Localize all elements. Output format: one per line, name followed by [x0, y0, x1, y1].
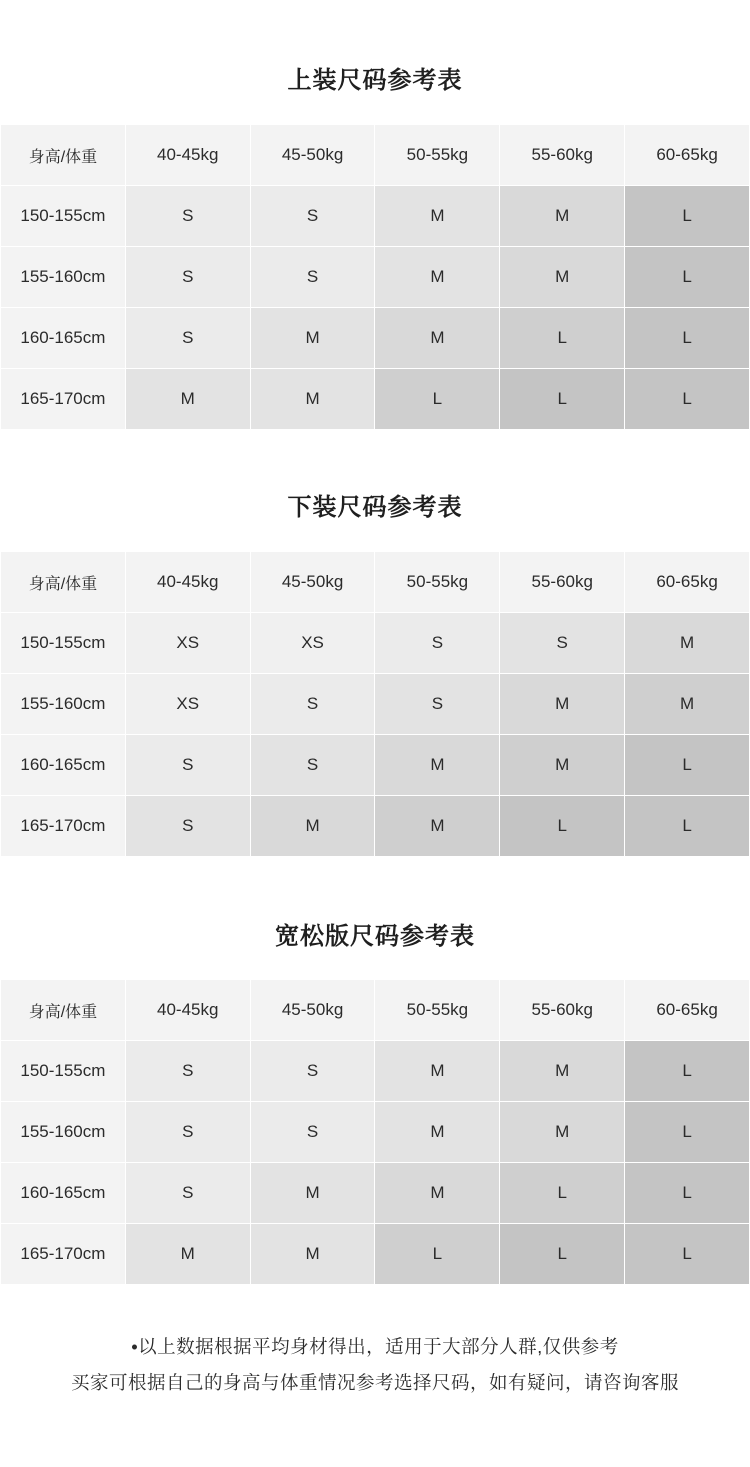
- section-top-size-chart: [0, 0, 750, 430]
- column-header: 40-45kg: [125, 552, 250, 613]
- table-header-row: [1, 125, 750, 186]
- size-cell: S: [375, 613, 500, 674]
- table-row: [1, 674, 750, 735]
- section-title: 下装尺码参考表: [287, 494, 463, 521]
- size-cell: S: [125, 735, 250, 796]
- size-cell: L: [625, 796, 750, 857]
- size-cell: M: [500, 674, 625, 735]
- size-cell: S: [125, 186, 250, 247]
- table-row: [1, 613, 750, 674]
- size-cell: L: [375, 369, 500, 430]
- section-title: 上装尺码参考表: [287, 67, 463, 94]
- size-cell: L: [625, 1041, 750, 1102]
- row-header: 150-155cm: [1, 613, 126, 674]
- table-header-row: [1, 980, 750, 1041]
- column-header: 60-65kg: [625, 980, 750, 1041]
- size-cell: M: [250, 1224, 375, 1285]
- size-cell: M: [625, 613, 750, 674]
- size-cell: S: [250, 1041, 375, 1102]
- size-cell: S: [250, 735, 375, 796]
- size-cell: M: [375, 735, 500, 796]
- table-corner-header: 身高/体重: [1, 125, 126, 186]
- table-row: [1, 796, 750, 857]
- size-cell: L: [500, 796, 625, 857]
- row-header: 150-155cm: [1, 1041, 126, 1102]
- size-cell: M: [375, 796, 500, 857]
- table-corner-header: 身高/体重: [1, 980, 126, 1041]
- row-header: 165-170cm: [1, 796, 126, 857]
- column-header: 40-45kg: [125, 125, 250, 186]
- size-cell: L: [625, 1102, 750, 1163]
- size-cell: S: [125, 796, 250, 857]
- size-cell: L: [625, 735, 750, 796]
- size-cell: L: [625, 247, 750, 308]
- size-cell: L: [625, 186, 750, 247]
- row-header: 150-155cm: [1, 186, 126, 247]
- row-header: 155-160cm: [1, 247, 126, 308]
- size-cell: M: [500, 186, 625, 247]
- size-cell: L: [500, 1163, 625, 1224]
- size-cell: M: [625, 674, 750, 735]
- table-row: [1, 735, 750, 796]
- table-row: [1, 308, 750, 369]
- footer-note-line-1: •以上数据根据平均身材得出，适用于大部分人群,仅供参考: [131, 1336, 619, 1357]
- column-header: 55-60kg: [500, 980, 625, 1041]
- size-cell: XS: [125, 674, 250, 735]
- column-header: 60-65kg: [625, 552, 750, 613]
- size-cell: S: [125, 1041, 250, 1102]
- size-cell: M: [375, 247, 500, 308]
- size-cell: S: [500, 613, 625, 674]
- column-header: 55-60kg: [500, 552, 625, 613]
- size-table-bottom: [0, 551, 750, 857]
- table-row: [1, 1102, 750, 1163]
- row-header: 160-165cm: [1, 1163, 126, 1224]
- size-cell: S: [250, 1102, 375, 1163]
- size-cell: S: [250, 247, 375, 308]
- row-header: 160-165cm: [1, 308, 126, 369]
- column-header: 40-45kg: [125, 980, 250, 1041]
- size-cell: M: [250, 1163, 375, 1224]
- column-header: 50-55kg: [375, 552, 500, 613]
- size-cell: L: [500, 369, 625, 430]
- size-cell: M: [375, 1163, 500, 1224]
- size-cell: L: [625, 1163, 750, 1224]
- table-row: [1, 369, 750, 430]
- size-cell: S: [125, 247, 250, 308]
- size-cell: M: [125, 369, 250, 430]
- table-row: [1, 1224, 750, 1285]
- size-cell: M: [375, 1102, 500, 1163]
- size-cell: M: [500, 1102, 625, 1163]
- row-header: 160-165cm: [1, 735, 126, 796]
- size-cell: XS: [125, 613, 250, 674]
- column-header: 60-65kg: [625, 125, 750, 186]
- section-title: 宽松版尺码参考表: [275, 923, 475, 950]
- footer-notes: [0, 1285, 750, 1401]
- column-header: 55-60kg: [500, 125, 625, 186]
- row-header: 155-160cm: [1, 1102, 126, 1163]
- size-cell: S: [375, 674, 500, 735]
- size-cell: M: [250, 796, 375, 857]
- size-cell: M: [125, 1224, 250, 1285]
- size-cell: M: [500, 247, 625, 308]
- size-cell: M: [250, 369, 375, 430]
- section-loose-fit-size-chart: [0, 857, 750, 1285]
- size-cell: S: [250, 186, 375, 247]
- column-header: 50-55kg: [375, 125, 500, 186]
- size-cell: S: [125, 308, 250, 369]
- table-header-row: [1, 552, 750, 613]
- size-cell: M: [375, 1041, 500, 1102]
- size-cell: M: [375, 308, 500, 369]
- column-header: 45-50kg: [250, 125, 375, 186]
- size-cell: S: [125, 1163, 250, 1224]
- size-cell: M: [250, 308, 375, 369]
- size-cell: L: [625, 308, 750, 369]
- size-table-loose: [0, 979, 750, 1285]
- size-cell: S: [250, 674, 375, 735]
- row-header: 165-170cm: [1, 369, 126, 430]
- size-cell: XS: [250, 613, 375, 674]
- size-table-top: [0, 124, 750, 430]
- row-header: 165-170cm: [1, 1224, 126, 1285]
- size-cell: L: [500, 308, 625, 369]
- size-cell: L: [500, 1224, 625, 1285]
- section-bottom-size-chart: [0, 430, 750, 857]
- table-row: [1, 1163, 750, 1224]
- row-header: 155-160cm: [1, 674, 126, 735]
- size-cell: L: [625, 369, 750, 430]
- table-row: [1, 247, 750, 308]
- table-corner-header: 身高/体重: [1, 552, 126, 613]
- size-cell: M: [500, 735, 625, 796]
- column-header: 45-50kg: [250, 552, 375, 613]
- size-cell: S: [125, 1102, 250, 1163]
- table-row: [1, 1041, 750, 1102]
- column-header: 50-55kg: [375, 980, 500, 1041]
- size-cell: L: [375, 1224, 500, 1285]
- column-header: 45-50kg: [250, 980, 375, 1041]
- size-cell: L: [625, 1224, 750, 1285]
- size-cell: M: [500, 1041, 625, 1102]
- table-row: [1, 186, 750, 247]
- footer-note-line-2: 买家可根据自己的身高与体重情况参考选择尺码，如有疑问，请咨询客服: [70, 1372, 679, 1393]
- size-cell: M: [375, 186, 500, 247]
